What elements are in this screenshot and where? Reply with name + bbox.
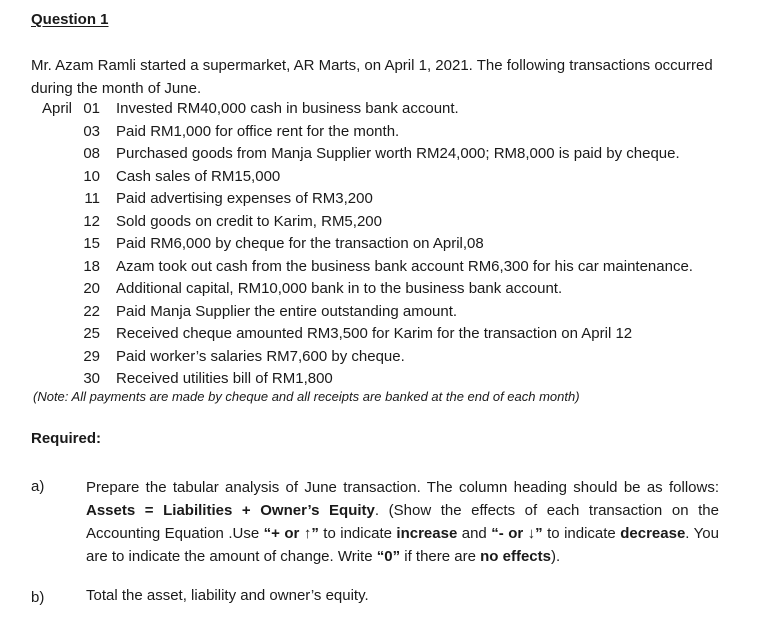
transaction-day: 18 [83, 257, 100, 275]
transaction-description: Invested RM40,000 cash in business bank account. [116, 100, 459, 117]
part-a-text: to indicate [542, 525, 621, 542]
transaction-day: 25 [83, 325, 100, 342]
transaction-description: Paid advertising expenses of RM3,200 [116, 190, 373, 207]
part-b-instructions: Total the asset, liability and owner’s equity. [86, 587, 369, 604]
transaction-description: Received utilities bill of RM1,800 [116, 370, 333, 387]
part-a-text: if there are [400, 548, 481, 565]
part-a-text: . You are to indicate the amount of change. Write [86, 525, 719, 565]
transaction-day: 10 [83, 167, 100, 185]
transaction-description: Paid Manja Supplier the entire outstanding amount. [116, 302, 458, 320]
transaction-day: 29 [83, 347, 100, 365]
transaction-row [0, 368, 767, 391]
transaction-day: 08 [83, 145, 100, 162]
decrease-word: decrease [620, 525, 686, 542]
transaction-row [0, 143, 767, 166]
transaction-day: 11 [84, 190, 100, 207]
required-heading: Required: [31, 430, 102, 447]
transaction-row [0, 211, 767, 234]
transaction-row [0, 278, 767, 301]
question-title: Question 1 [31, 11, 109, 28]
transaction-day: 03 [83, 122, 100, 140]
transaction-description: Received cheque amounted RM3,500 for Karim for the transaction on April 12 [116, 325, 633, 342]
part-a-text: . (Show the effects of each transaction on the Accounting Equation .Use [86, 502, 719, 542]
transaction-row [0, 301, 767, 324]
no-effects-word: no effects [480, 548, 551, 565]
transaction-day: 01 [83, 100, 100, 117]
transaction-description: Cash sales of RM15,000 [116, 167, 281, 185]
part-b-label: b) [31, 589, 45, 606]
part-a-label: a) [31, 478, 45, 495]
transaction-row [0, 346, 767, 369]
decrease-symbol: “- or ↓” [491, 525, 543, 542]
part-a-text: ). [550, 548, 561, 565]
transaction-day: 15 [83, 235, 100, 252]
transaction-description: Paid RM6,000 by cheque for the transaction on April,08 [116, 235, 484, 252]
transaction-row [0, 233, 767, 256]
increase-symbol: “+ or ↑” [263, 525, 319, 542]
transaction-day: 20 [83, 280, 100, 297]
transaction-description: Paid worker’s salaries RM7,600 by cheque. [116, 347, 405, 365]
accounting-equation-heading: Assets = Liabilities + Owner’s Equity [86, 502, 375, 519]
transaction-row [0, 188, 767, 211]
transaction-list [0, 98, 767, 391]
transaction-description: Sold goods on credit to Karim, RM5,200 [116, 212, 382, 230]
zero-value: “0” [376, 548, 401, 565]
transaction-description: Paid RM1,000 for office rent for the month. [116, 122, 400, 140]
transaction-day: 12 [83, 212, 100, 230]
increase-word: increase [396, 525, 458, 542]
transaction-description: Purchased goods from Manja Supplier worth RM24,000; RM8,000 is paid by cheque. [116, 145, 680, 162]
transaction-row [0, 256, 767, 279]
intro-paragraph: Mr. Azam Ramli started a supermarket, AR Marts, on April 1, 2021. The following transactions occurred during the month of June. [31, 57, 713, 97]
transaction-month: April [42, 100, 73, 117]
payment-note: (Note: All payments are made by cheque and all receipts are banked at the end of each month) [33, 389, 580, 404]
transaction-row [0, 323, 767, 346]
transaction-day: 30 [83, 370, 100, 387]
transaction-description: Additional capital, RM10,000 bank in to the business bank account. [116, 280, 563, 297]
part-a-instructions [86, 476, 719, 568]
transaction-row [0, 98, 767, 121]
transaction-description: Azam took out cash from the business bank account RM6,300 for his car maintenance. [116, 257, 693, 275]
part-a-text: and [457, 525, 492, 542]
transaction-day: 22 [83, 302, 100, 320]
part-a-text: to indicate [318, 525, 397, 542]
transaction-row [0, 121, 767, 144]
part-a-text: Prepare the tabular analysis of June transaction. The column heading should be as follows: [86, 479, 719, 496]
transaction-row [0, 166, 767, 189]
